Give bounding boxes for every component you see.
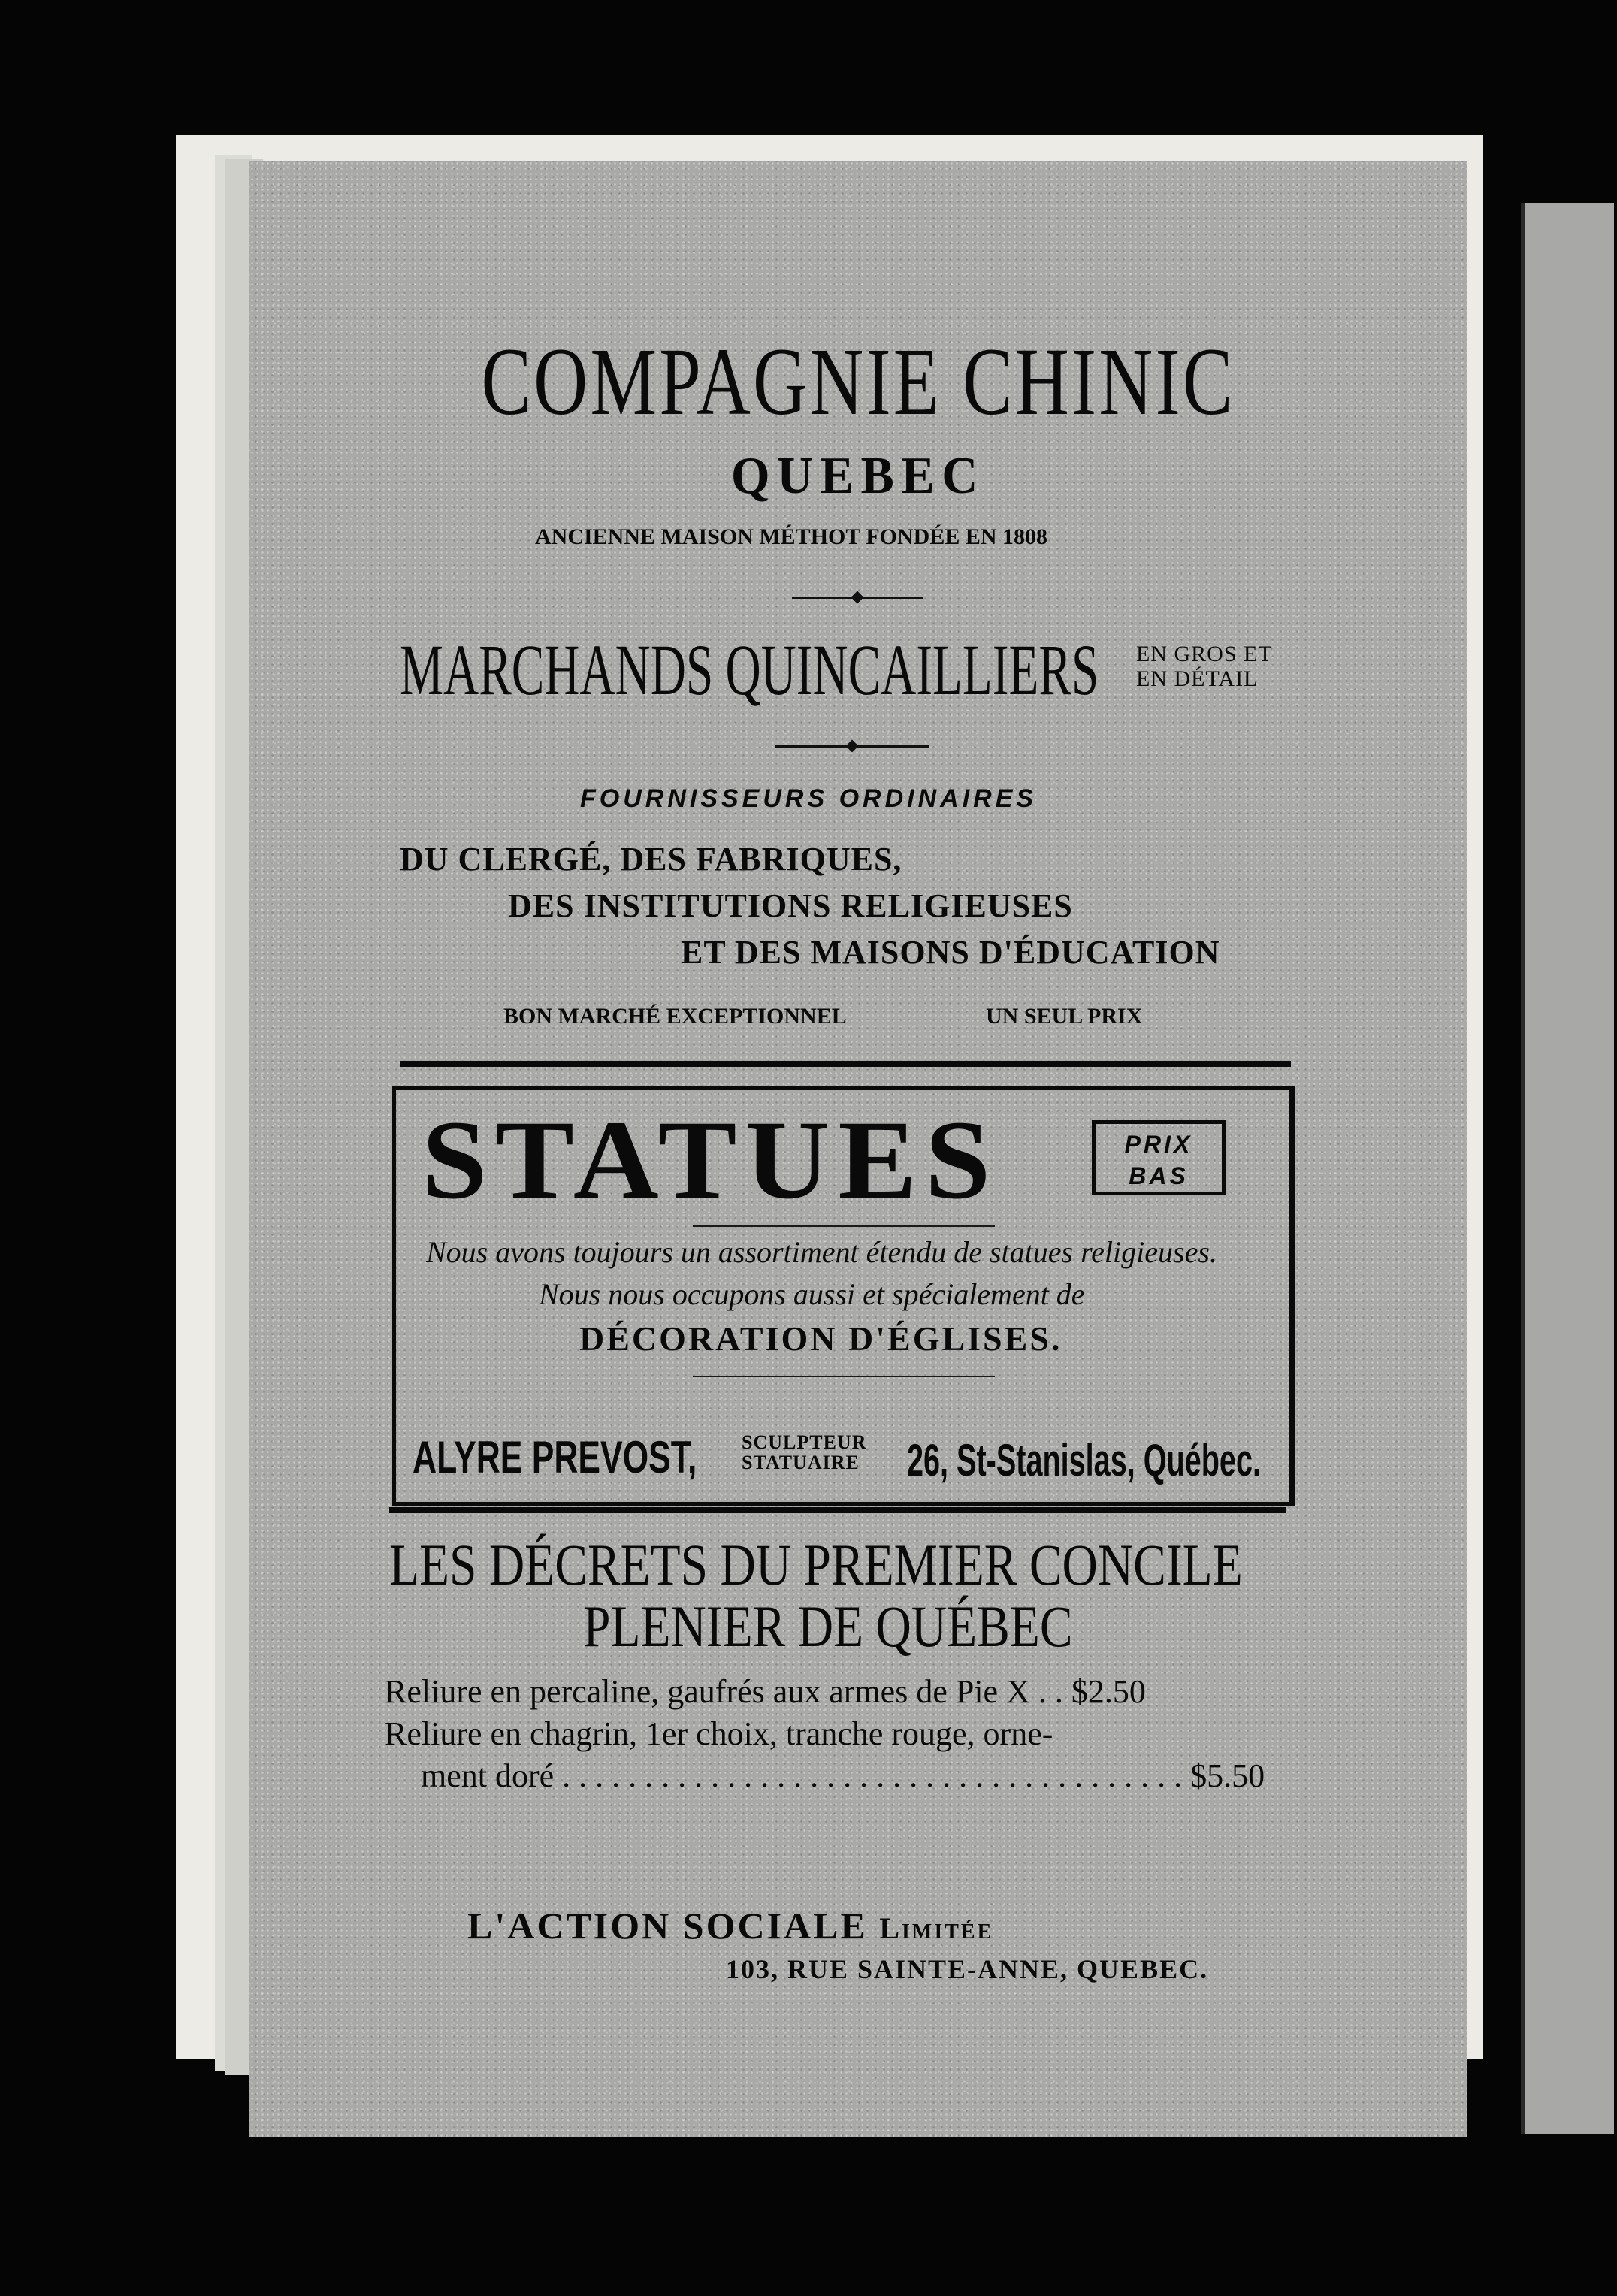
price-badge: PRIX BAS — [1092, 1120, 1226, 1195]
suppliers-line: DU CLERGÉ, DES FABRIQUES, — [400, 841, 902, 878]
statues-title: STATUES — [422, 1098, 999, 1222]
statues-text: Nous nous occupons aussi et spécialement de — [539, 1277, 1085, 1311]
slogan-right: UN SEUL PRIX — [986, 1004, 1143, 1029]
facing-page — [1521, 203, 1614, 2134]
statues-text: Nous avons toujours un assortiment étendu de statues religieuses. — [426, 1235, 1217, 1269]
sculptor-name: ALYRE PREVOST, — [413, 1432, 697, 1482]
company-city: QUEBEC — [731, 447, 985, 505]
section-rule — [389, 1507, 1286, 1513]
sculptor-address: 26, St-Stanislas, Québec. — [907, 1435, 1261, 1485]
small-rule — [693, 1376, 995, 1377]
book-title: LES DÉCRETS DU PREMIER CONCILE — [389, 1532, 1243, 1597]
suppliers-line: ET DES MAISONS D'ÉDUCATION — [681, 934, 1220, 971]
binding-option: Reliure en chagrin, 1er choix, tranche rouge, orne- — [385, 1715, 1053, 1752]
slogan-left: BON MARCHÉ EXCEPTIONNEL — [503, 1004, 847, 1029]
ornament-divider — [792, 597, 923, 599]
binding-option: ment doré . . . . . . . . . . . . . . . . . . . . . . . . . . . . . . . . . . . . . . $5.50 — [421, 1757, 1265, 1794]
publisher-address: 103, RUE SAINTE-ANNE, QUEBEC. — [726, 1954, 1209, 1984]
book-title: PLENIER DE QUÉBEC — [583, 1594, 1073, 1659]
small-rule — [693, 1225, 995, 1227]
binding-option: Reliure en percaline, gaufrés aux armes de Pie X . . $2.50 — [385, 1673, 1146, 1710]
section-rule — [400, 1061, 1291, 1067]
decoration-heading: DÉCORATION D'ÉGLISES. — [579, 1319, 1062, 1358]
publisher-name: L'ACTION SOCIALE Limitée — [467, 1905, 994, 1947]
founding-note: ANCIENNE MAISON MÉTHOT FONDÉE EN 1808 — [535, 524, 1048, 549]
ornament-divider — [775, 745, 929, 748]
trade-note: EN GROS ET EN DÉTAIL — [1136, 642, 1273, 691]
suppliers-line: DES INSTITUTIONS RELIGIEUSES — [508, 887, 1073, 924]
advertisement-page — [249, 161, 1467, 2137]
suppliers-heading: FOURNISSEURS ORDINAIRES — [580, 784, 1038, 813]
trade-heading: MARCHANDS QUINCAILLIERS — [400, 630, 1099, 710]
sculptor-role: SCULPTEUR STATUAIRE — [742, 1431, 867, 1474]
statues-ad — [392, 1086, 1295, 1506]
company-title: COMPAGNIE CHINIC — [481, 328, 1235, 435]
